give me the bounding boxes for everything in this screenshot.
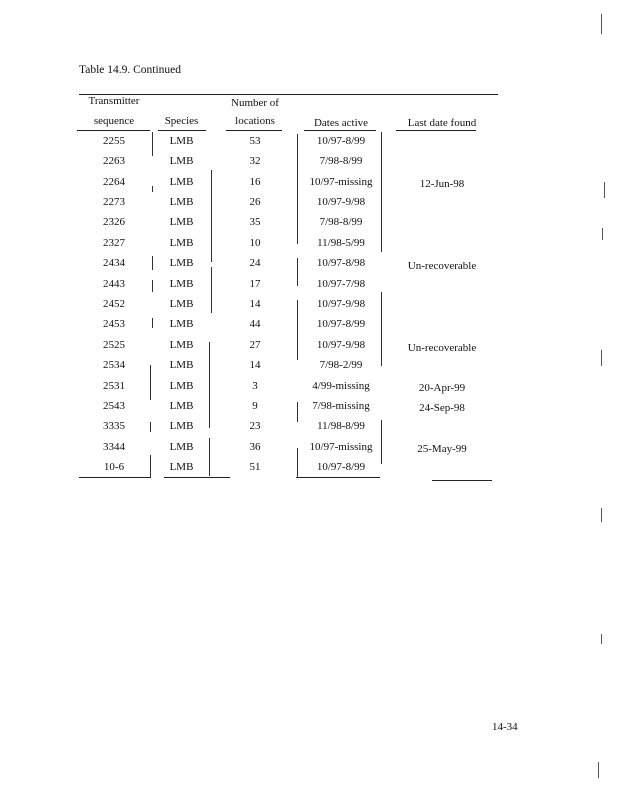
cell-species: LMB	[169, 135, 194, 147]
cell-species: LMB	[169, 359, 194, 371]
cell-dates: 10/97-9/98	[316, 196, 366, 208]
table-row	[0, 441, 618, 461]
column-rule	[381, 132, 382, 252]
scan-speck	[604, 182, 605, 198]
cell-dates: 10/97-missing	[309, 441, 373, 453]
cell-dates: 10/97-8/99	[316, 135, 366, 147]
cell-locations: 32	[249, 155, 261, 167]
table-bottom-rule	[432, 480, 492, 481]
cell-dates: 10/97-8/98	[316, 257, 366, 269]
scan-speck	[601, 14, 602, 34]
table-row	[0, 278, 618, 298]
cell-species: LMB	[169, 237, 194, 249]
header-locations: locations	[235, 115, 275, 127]
cell-sequence: 2263	[103, 155, 125, 167]
cell-locations: 3	[252, 380, 258, 392]
cell-dates: 11/98-8/99	[317, 420, 365, 432]
cell-sequence: 2326	[103, 216, 125, 228]
cell-dates: 7/98-8/99	[319, 216, 363, 228]
cell-species: LMB	[169, 216, 194, 228]
table-bottom-rule	[164, 477, 230, 478]
last-date-2264: 12-Jun-98	[419, 178, 465, 190]
scan-speck	[598, 762, 599, 778]
table-row	[0, 298, 618, 318]
column-rule	[150, 422, 151, 432]
cell-locations: 10	[249, 237, 261, 249]
cell-sequence: 2543	[103, 400, 125, 412]
header-dates-active: Dates active	[313, 117, 369, 129]
header-rule	[226, 130, 282, 131]
scan-speck	[601, 350, 602, 366]
cell-locations: 23	[249, 420, 261, 432]
cell-dates: 10/97-8/99	[316, 461, 366, 473]
cell-sequence: 10-6	[103, 461, 125, 473]
table-row	[0, 257, 618, 277]
column-rule	[381, 292, 382, 366]
scan-speck	[602, 228, 603, 240]
cell-dates: 7/98-missing	[312, 400, 370, 412]
column-rule	[152, 280, 153, 292]
cell-dates: 10/97-9/98	[316, 298, 366, 310]
column-rule	[209, 342, 210, 428]
cell-species: LMB	[169, 196, 194, 208]
header-rule	[158, 130, 206, 131]
header-rule	[304, 130, 376, 131]
table-row	[0, 196, 618, 216]
cell-species: LMB	[169, 298, 194, 310]
column-rule	[211, 267, 212, 313]
cell-species: LMB	[169, 176, 194, 188]
table-row	[0, 216, 618, 236]
table-row	[0, 420, 618, 440]
cell-locations: 9	[252, 400, 258, 412]
header-transmitter: Transmitter	[88, 95, 140, 107]
cell-sequence: 2534	[103, 359, 125, 371]
table-row	[0, 359, 618, 379]
cell-dates: 7/98-8/99	[319, 155, 363, 167]
column-rule	[381, 420, 382, 464]
cell-dates: 10/97-7/98	[316, 278, 366, 290]
cell-dates: 10/97-missing	[309, 176, 373, 188]
cell-species: LMB	[169, 380, 194, 392]
header-rule	[77, 130, 150, 131]
column-rule	[297, 300, 298, 360]
header-species: Species	[164, 115, 199, 127]
cell-sequence: 2255	[103, 135, 125, 147]
cell-locations: 51	[249, 461, 261, 473]
cell-sequence: 2453	[103, 318, 125, 330]
cell-dates: 10/97-9/98	[316, 339, 366, 351]
cell-dates: 4/99-missing	[312, 380, 370, 392]
column-rule	[209, 438, 210, 476]
cell-locations: 44	[249, 318, 261, 330]
cell-locations: 16	[249, 176, 261, 188]
column-rule	[152, 186, 153, 192]
cell-sequence: 2434	[103, 257, 125, 269]
cell-sequence: 2452	[103, 298, 125, 310]
cell-locations: 27	[249, 339, 261, 351]
table-row	[0, 380, 618, 400]
column-rule	[150, 365, 151, 400]
cell-species: LMB	[169, 441, 194, 453]
table-row	[0, 155, 618, 175]
cell-sequence: 2264	[103, 176, 125, 188]
header-last-date-found: Last date found	[407, 117, 477, 129]
table-row	[0, 339, 618, 359]
table-bottom-rule	[296, 477, 380, 478]
table-row	[0, 400, 618, 420]
cell-species: LMB	[169, 318, 194, 330]
cell-locations: 17	[249, 278, 261, 290]
cell-species: LMB	[169, 339, 194, 351]
table-bottom-rule	[79, 477, 151, 478]
cell-dates: 10/97-8/99	[316, 318, 366, 330]
column-rule	[297, 402, 298, 422]
scan-speck	[601, 508, 602, 522]
table-row	[0, 318, 618, 338]
column-rule	[152, 318, 153, 328]
cell-sequence: 2531	[103, 380, 125, 392]
cell-species: LMB	[169, 257, 194, 269]
cell-species: LMB	[169, 461, 194, 473]
column-rule	[152, 132, 153, 156]
cell-locations: 36	[249, 441, 261, 453]
last-date-3344: 25-May-99	[417, 443, 467, 455]
cell-dates: 11/98-5/99	[317, 237, 365, 249]
cell-locations: 26	[249, 196, 261, 208]
header-number: Number of	[231, 97, 279, 109]
column-rule	[150, 455, 151, 477]
column-rule	[297, 258, 298, 286]
cell-species: LMB	[169, 420, 194, 432]
last-date-2531: 20-Apr-99	[418, 382, 466, 394]
cell-sequence: 3344	[103, 441, 125, 453]
column-rule	[297, 134, 298, 244]
last-date-2543: 24-Sep-98	[419, 402, 465, 414]
last-date-2525: Un-recoverable	[407, 342, 477, 354]
page-number: 14-34	[492, 721, 518, 733]
cell-species: LMB	[169, 278, 194, 290]
cell-locations: 14	[249, 359, 261, 371]
cell-locations: 24	[249, 257, 261, 269]
table-caption: Table 14.9. Continued	[79, 64, 182, 76]
cell-sequence: 2443	[103, 278, 125, 290]
cell-sequence: 2525	[103, 339, 125, 351]
scan-speck	[601, 634, 602, 644]
table-row	[0, 237, 618, 257]
header-rule	[396, 130, 476, 131]
cell-dates: 7/98-2/99	[319, 359, 363, 371]
cell-sequence: 2327	[103, 237, 125, 249]
cell-sequence: 2273	[103, 196, 125, 208]
cell-locations: 14	[249, 298, 261, 310]
cell-species: LMB	[169, 400, 194, 412]
last-date-2434: Un-recoverable	[407, 260, 477, 272]
table-row	[0, 135, 618, 155]
cell-locations: 35	[249, 216, 261, 228]
column-rule	[297, 448, 298, 478]
cell-locations: 53	[249, 135, 261, 147]
table-row	[0, 176, 618, 196]
cell-sequence: 3335	[103, 420, 125, 432]
cell-species: LMB	[169, 155, 194, 167]
header-sequence: sequence	[93, 115, 135, 127]
column-rule	[152, 256, 153, 270]
column-rule	[211, 170, 212, 262]
table-row	[0, 461, 618, 481]
